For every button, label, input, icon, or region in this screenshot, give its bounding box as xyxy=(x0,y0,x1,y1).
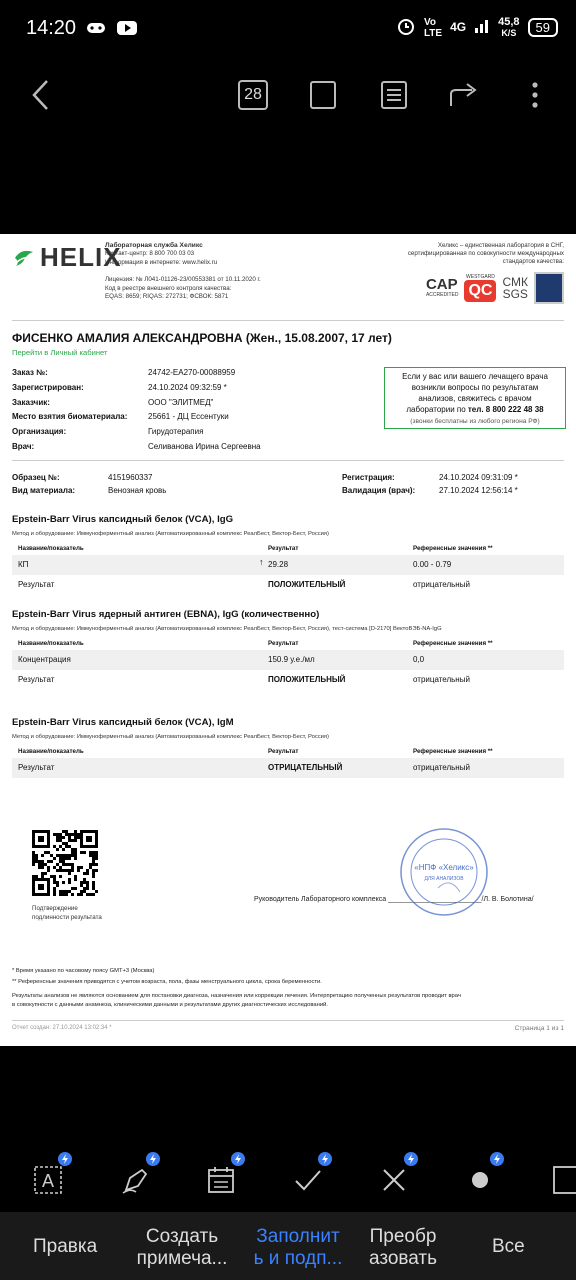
premium-badge-icon xyxy=(146,1152,160,1166)
share-icon xyxy=(448,80,480,110)
test-title: Epstein-Barr Virus ядерный антиген (EBNA), IgG (количественно) xyxy=(12,609,320,620)
divider xyxy=(12,1020,564,1021)
registration-label: Регистрация: xyxy=(342,473,395,482)
footnotes: * Время указано по часовому поясу GMT+3 (Москва) ** Референсные значения приводятся с учетом возраста, пола, фазы менструального цикла, срока беременности. Результаты анализов не являются основанием для постановки диагноза, назначения или коррекции лечения. Интерпретацию полученных результатов проводит врач в совокупности с данными анамнеза, клиническими данными и результатами других диагностических исследований. xyxy=(12,968,461,1008)
order-field-value: Селиванова Ирина Сергеевна xyxy=(148,442,261,451)
tab-edit[interactable]: Правка xyxy=(33,1236,98,1257)
page-counter: Страница 1 из 1 xyxy=(514,1025,564,1032)
text-box-tool[interactable] xyxy=(28,1160,68,1200)
indicator-name: Концентрация xyxy=(18,655,71,664)
result-value: 29.28 xyxy=(268,560,289,569)
table-row xyxy=(12,650,564,670)
helix-logo: HELIX xyxy=(12,242,122,273)
certification-logos xyxy=(426,272,564,304)
back-button[interactable] xyxy=(24,78,58,112)
order-field-label: Организация: xyxy=(12,427,67,437)
alarm-icon xyxy=(396,16,416,39)
result-table xyxy=(12,542,564,595)
column-header-reference: Референсные значения ** xyxy=(413,545,493,552)
pen-tool[interactable] xyxy=(116,1160,156,1200)
test-method: Метод и оборудование: Иммуноферментный анализ (Автоматизированный комплекс РеалБест, Вектор-Бест, Россия) xyxy=(12,531,329,537)
certificate-badge xyxy=(534,272,564,304)
elevated-arrow-icon: ↑ xyxy=(259,557,264,567)
divider xyxy=(12,460,564,461)
column-header-result: Результат xyxy=(268,545,299,552)
order-field-value: 25661 - ДЦ Ессентуки xyxy=(148,412,229,422)
signal-4g: 4G xyxy=(450,20,467,34)
result-table xyxy=(12,637,564,690)
signal-icon xyxy=(474,18,490,37)
premium-badge-icon xyxy=(404,1152,418,1166)
back-arrow-icon xyxy=(29,78,53,112)
order-field-value: 24.10.2024 09:32:59 * xyxy=(148,382,227,392)
order-field-value: Гирудотерапия xyxy=(148,427,204,437)
more-vertical-icon xyxy=(531,80,539,110)
cmk-sgs-logo: СМК SGS xyxy=(502,275,528,301)
premium-badge-icon xyxy=(318,1152,332,1166)
more-menu-button[interactable] xyxy=(518,78,552,112)
dot-icon xyxy=(464,1164,496,1196)
table-row xyxy=(12,670,564,690)
battery-indicator: 59 xyxy=(528,18,558,37)
cap-logo: CAP ACCREDITED xyxy=(425,276,459,298)
column-header-result: Результат xyxy=(268,748,299,755)
order-field-value: ООО "ЭЛИТМЕД" xyxy=(148,397,214,407)
pdf-page xyxy=(0,234,576,1046)
westgard-qc-logo: WESTGARD QC xyxy=(464,274,496,302)
calendar-icon xyxy=(205,1164,237,1196)
text-box-icon xyxy=(32,1164,64,1196)
indicator-name: Результат xyxy=(18,675,55,684)
head-signature-line: Руководитель Лабораторного комплекса ________________________/Л. В. Болотина/ xyxy=(254,896,534,903)
cross-icon xyxy=(378,1164,410,1196)
sample-number-label: Образец №: xyxy=(12,473,60,482)
table-header xyxy=(12,542,564,555)
volte-indicator: Vo LTE xyxy=(423,16,443,39)
test-method: Метод и оборудование: Иммуноферментный анализ (Автоматизированный комплекс РеалБест, Вектор-Бест, Россия) xyxy=(12,734,329,740)
lab-contacts: Лабораторная служба Хеликс Контакт-центр: 8 800 700 03 03 Информация в интернете: www.helix.ru xyxy=(105,242,218,266)
svg-text:ДЛЯ АНАЛИЗОВ: ДЛЯ АНАЛИЗОВ xyxy=(424,876,464,882)
table-header xyxy=(12,637,564,650)
page-number: 28 xyxy=(238,80,268,110)
svg-text:A: A xyxy=(41,1171,55,1191)
outline-button[interactable] xyxy=(377,78,411,112)
personal-cabinet-link[interactable]: Перейти в Личный кабинет xyxy=(12,348,108,357)
bottom-navigation xyxy=(0,1212,576,1280)
date-tool[interactable] xyxy=(201,1160,241,1200)
test-method: Метод и оборудование: Иммуноферментный анализ (Автоматизированный комплекс РеалБест, Вектор-Бест, Россия), тест-система [D-2170] ВектоВЭБ-NA-IgG xyxy=(12,626,442,632)
lab-stamp xyxy=(398,826,490,918)
tab-all[interactable]: Все xyxy=(492,1236,525,1257)
order-field-label: Заказчик: xyxy=(12,397,50,407)
test-title: Epstein-Barr Virus капсидный белок (VCA), IgG xyxy=(12,514,234,525)
tab-convert[interactable]: Преобр азовать xyxy=(368,1226,438,1269)
tab-create-note[interactable]: Создать примеча... xyxy=(136,1226,228,1269)
order-field-label: Заказ №: xyxy=(12,368,48,377)
test-title: Epstein-Barr Virus капсидный белок (VCA), IgM xyxy=(12,717,234,728)
indicator-name: Результат xyxy=(18,763,55,772)
column-header-result: Результат xyxy=(268,640,299,647)
helix-leaf-icon xyxy=(12,246,36,270)
order-field-label: Зарегистрирован: xyxy=(12,382,84,392)
dot-tool[interactable] xyxy=(460,1160,500,1200)
youtube-icon xyxy=(116,18,138,43)
table-row xyxy=(12,758,564,778)
column-header-reference: Референсные значения ** xyxy=(413,640,493,647)
tab-fill-and-sign[interactable]: Заполнит ь и подп... xyxy=(253,1226,343,1269)
result-value: ПОЛОЖИТЕЛЬНЫЙ xyxy=(268,675,346,684)
column-header-name: Название/показатель xyxy=(18,545,84,552)
result-value: 150.9 у.е./мл xyxy=(268,655,315,664)
sample-number: 4151960337 xyxy=(108,473,153,482)
order-field-label: Место взятия биоматериала: xyxy=(12,412,128,422)
premium-badge-icon xyxy=(490,1152,504,1166)
document-list-icon xyxy=(380,80,408,110)
network-speed: 45,8 K/S xyxy=(498,15,520,38)
reference-value: отрицательный xyxy=(413,580,470,589)
material-value: Венозная кровь xyxy=(108,486,167,495)
reference-value: 0,0 xyxy=(413,655,425,664)
gamepad-icon xyxy=(86,18,106,43)
registration-value: 24.10.2024 09:31:09 * xyxy=(439,473,518,482)
indicator-name: Результат xyxy=(18,580,55,589)
checkmark-tool[interactable] xyxy=(288,1160,328,1200)
report-created: Отчет создан: 27.10.2024 13:02:34 * xyxy=(12,1025,112,1031)
pen-icon xyxy=(120,1164,152,1196)
annotation-tools xyxy=(0,1150,576,1210)
cross-tool[interactable] xyxy=(374,1160,414,1200)
reference-value: отрицательный xyxy=(413,675,470,684)
qr-caption: Подтверждение подлинности результата xyxy=(32,905,102,921)
table-header xyxy=(12,745,564,758)
premium-badge-icon xyxy=(58,1152,72,1166)
status-time: 14:20 xyxy=(26,17,77,39)
reference-value: отрицательный xyxy=(413,763,470,772)
doctor-contact-notice: Если у вас или вашего лечащего врача возникли вопросы по результатам анализов, свяжитесь с врачом лаборатории по тел. 8 800 222 48 38 (звонки бесплатны из любого региона РФ) xyxy=(384,367,566,429)
checkmark-icon xyxy=(292,1164,324,1196)
column-header-reference: Референсные значения ** xyxy=(413,748,493,755)
verification-qr-code[interactable] xyxy=(32,830,98,896)
page-number-button[interactable] xyxy=(236,78,270,112)
divider xyxy=(12,320,564,321)
fullscreen-icon xyxy=(309,80,337,110)
svg-text:«НПФ «Хеликс»: «НПФ «Хеликс» xyxy=(414,863,474,872)
order-field-value: 24742-EA270-00088959 xyxy=(148,368,236,377)
partial-tool-icon xyxy=(548,1164,576,1196)
validation-label: Валидация (врач): xyxy=(342,486,416,495)
more-tool[interactable] xyxy=(548,1160,576,1200)
premium-badge-icon xyxy=(231,1152,245,1166)
validation-value: 27.10.2024 12:56:14 * xyxy=(439,486,518,495)
result-value: ПОЛОЖИТЕЛЬНЫЙ xyxy=(268,580,346,589)
share-button[interactable] xyxy=(447,78,481,112)
table-row xyxy=(12,555,564,575)
order-field-label: Врач: xyxy=(12,442,35,451)
table-row xyxy=(12,575,564,595)
reference-value: 0.00 - 0.79 xyxy=(413,560,452,569)
column-header-name: Название/показатель xyxy=(18,640,84,647)
result-value: ОТРИЦАТЕЛЬНЫЙ xyxy=(268,763,343,772)
column-header-name: Название/показатель xyxy=(18,748,84,755)
quality-statement: Хеликс – единственная лаборатория в СНГ, сертифицированная по совокупности международных стандартов качества: xyxy=(407,242,564,266)
result-table xyxy=(12,745,564,778)
lab-license: Лицензия: № Л041-01126-23/00553381 от 10.11.2020 г. Код в реестре внешнего контроля качества: EQAS: 8659; RIQAS: 272731; ФСВОК: 5871 xyxy=(105,276,261,301)
indicator-name: КП xyxy=(18,560,29,569)
material-label: Вид материала: xyxy=(12,486,76,495)
viewer-toolbar xyxy=(0,66,576,126)
patient-name: ФИСЕНКО АМАЛИЯ АЛЕКСАНДРОВНА (Жен., 15.08.2007, 17 лет) xyxy=(12,331,392,345)
fullscreen-button[interactable] xyxy=(306,78,340,112)
status-bar xyxy=(0,0,576,58)
